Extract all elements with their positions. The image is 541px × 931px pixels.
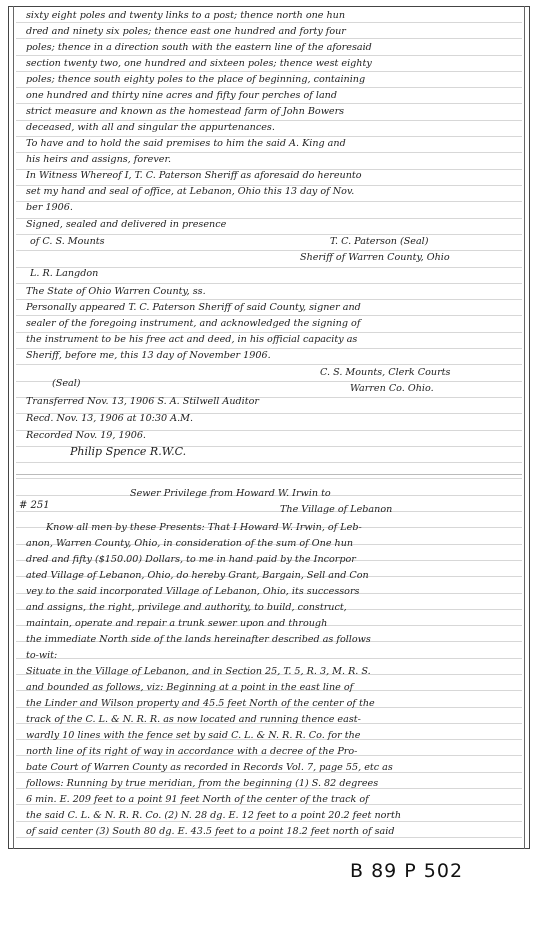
text-line: sixty eight poles and twenty links to a post; thence north one hun bbox=[26, 10, 346, 21]
text-line: and assigns, the right, privilege and authority, to build, construct, bbox=[26, 602, 347, 613]
received-note: Recd. Nov. 13, 1906 at 10:30 A.M. bbox=[26, 413, 194, 424]
text-line: dred and ninety six poles; thence east one hundred and forty four bbox=[26, 26, 346, 37]
entry-title-2: The Village of Lebanon bbox=[280, 504, 393, 515]
text-line: 6 min. E. 209 feet to a point 91 feet North of the center of the track of bbox=[26, 794, 369, 805]
clerk-signature: C. S. Mounts, Clerk Courts bbox=[320, 367, 451, 378]
text-line: sealer of the foregoing instrument, and acknowledged the signing of bbox=[26, 318, 361, 329]
text-line: maintain, operate and repair a trunk sewer upon and through bbox=[26, 618, 328, 629]
book-page-caption: B 89 P 502 bbox=[350, 860, 464, 882]
entry-number: # 251 bbox=[19, 500, 50, 511]
text-line: Situate in the Village of Lebanon, and in Section 25, T. 5, R. 3, M. R. S. bbox=[26, 666, 371, 677]
text-line: poles; thence in a direction south with the eastern line of the aforesaid bbox=[26, 42, 372, 53]
text-line: dred and fifty ($150.00) Dollars, to me in hand paid by the Incorpor bbox=[26, 554, 356, 565]
entry-separator bbox=[16, 474, 522, 475]
text-line: the Linder and Wilson property and 45.5 feet North of the center of the bbox=[26, 698, 375, 709]
text-line: set my hand and seal of office, at Lebanon, Ohio this 13 day of Nov. bbox=[26, 186, 355, 197]
witness-2: L. R. Langdon bbox=[30, 268, 99, 279]
text-line: the said C. L. & N. R. R. Co. (2) N. 28 dg. E. 12 feet to a point 20.2 feet north bbox=[26, 810, 402, 821]
text-line: deceased, with all and singular the appurtenances. bbox=[26, 122, 275, 133]
recorded-note: Recorded Nov. 19, 1906. bbox=[26, 430, 146, 441]
text-line: ated Village of Lebanon, Ohio, do hereby Grant, Bargain, Sell and Con bbox=[26, 570, 369, 581]
text-line: ber 1906. bbox=[26, 202, 73, 213]
text-line: The State of Ohio Warren County, ss. bbox=[26, 286, 206, 297]
text-line: To have and to hold the said premises to him the said A. King and bbox=[26, 138, 346, 149]
text-line: anon, Warren County, Ohio, in consideration of the sum of One hun bbox=[26, 538, 354, 549]
text-line: Sheriff, before me, this 13 day of November 1906. bbox=[26, 350, 271, 361]
text-line: one hundred and thirty nine acres and fifty four perches of land bbox=[26, 90, 337, 101]
text-line: bate Court of Warren County as recorded in Records Vol. 7, page 55, etc as bbox=[26, 762, 393, 773]
text-line: track of the C. L. & N. R. R. as now located and running thence east- bbox=[26, 714, 361, 725]
text-line: and bounded as follows, viz: Beginning at a point in the east line of bbox=[26, 682, 354, 693]
signature-name: T. C. Paterson (Seal) bbox=[330, 236, 429, 247]
text-line: wardly 10 lines with the fence set by said C. L. & N. R. R. Co. for the bbox=[26, 730, 361, 741]
entry-title-1: Sewer Privilege from Howard W. Irwin to bbox=[130, 488, 331, 499]
clerk-county: Warren Co. Ohio. bbox=[350, 383, 434, 394]
text-line: his heirs and assigns, forever. bbox=[26, 154, 172, 165]
text-line: vey to the said incorporated Village of Lebanon, Ohio, its successors bbox=[26, 586, 360, 597]
text-line: poles; thence south eighty poles to the place of beginning, containing bbox=[26, 74, 366, 85]
text-line: the immediate North side of the lands hereinafter described as follows bbox=[26, 634, 371, 645]
text-line: Personally appeared T. C. Paterson Sheriff of said County, signer and bbox=[26, 302, 361, 313]
text-line: In Witness Whereof I, T. C. Paterson Sheriff as aforesaid do hereunto bbox=[26, 170, 362, 181]
recorder-signature: Philip Spence R.W.C. bbox=[70, 446, 187, 458]
transfer-note: Transferred Nov. 13, 1906 S. A. Stilwell Auditor bbox=[26, 396, 259, 407]
text-line: to-wit: bbox=[26, 650, 58, 661]
text-line: follows: Running by true meridian, from the beginning (1) S. 82 degrees bbox=[26, 778, 379, 789]
text-line: of said center (3) South 80 dg. E. 43.5 feet to a point 18.2 feet north of said bbox=[26, 826, 395, 837]
text-line: north line of its right of way in accordance with a decree of the Pro- bbox=[26, 746, 358, 757]
signature-title: Sheriff of Warren County, Ohio bbox=[300, 252, 450, 263]
seal-mark: (Seal) bbox=[52, 378, 81, 389]
text-line: Signed, sealed and delivered in presence bbox=[26, 219, 227, 230]
text-line: strict measure and known as the homestead farm of John Bowers bbox=[26, 106, 345, 117]
text-line: the instrument to be his free act and deed, in his official capacity as bbox=[26, 334, 358, 345]
text-line: section twenty two, one hundred and sixteen poles; thence west eighty bbox=[26, 58, 372, 69]
text-line: Know all men by these Presents: That I Howard W. Irwin, of Leb- bbox=[46, 522, 362, 533]
witness-1: of C. S. Mounts bbox=[30, 236, 105, 247]
